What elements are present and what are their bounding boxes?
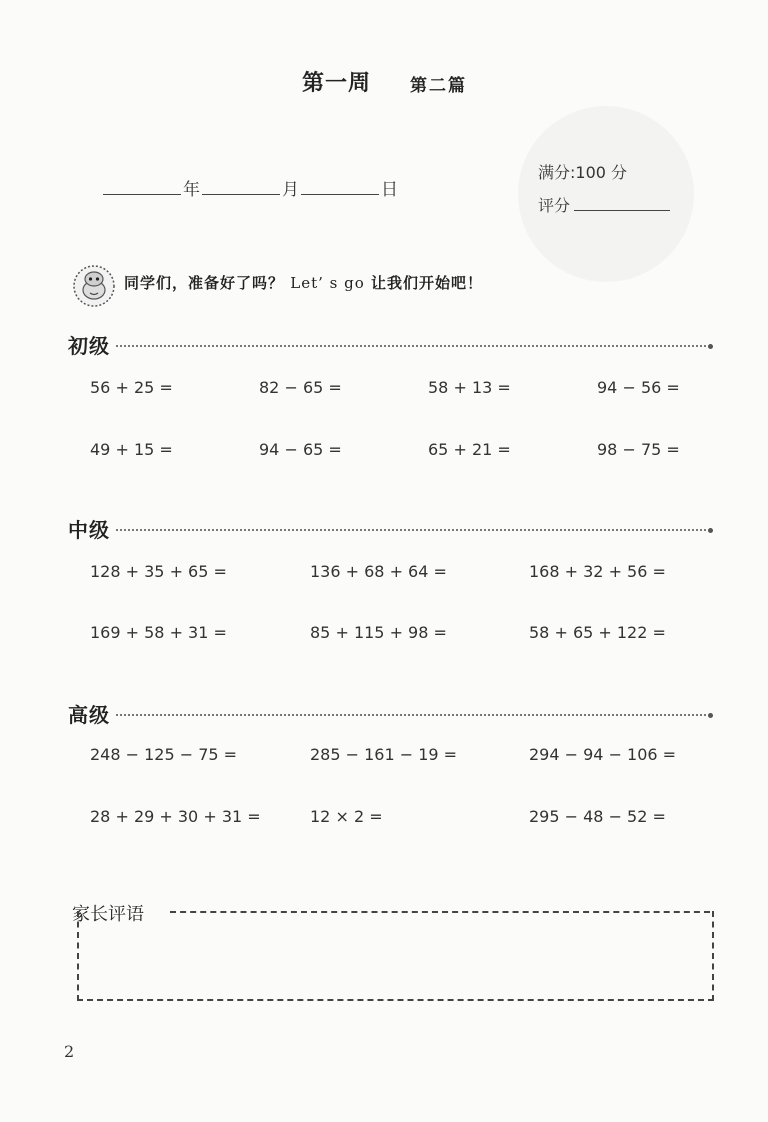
section-intermediate-heading — [68, 514, 713, 542]
problem: 98 − 75 = — [597, 440, 680, 459]
dotted-leader — [116, 345, 706, 347]
parent-comment-box[interactable] — [77, 911, 714, 1001]
leader-end-dot — [708, 713, 713, 718]
section-beginner-heading — [68, 330, 713, 358]
problem: 94 − 65 = — [259, 440, 342, 459]
problem: 28 + 29 + 30 + 31 = — [90, 807, 261, 826]
parent-comment-label: 家长评语 — [72, 904, 144, 925]
problem: 294 − 94 − 106 = — [529, 745, 677, 764]
problem: 168 + 32 + 56 = — [529, 562, 666, 581]
score-label: 评分 — [538, 196, 571, 215]
section-advanced-title: 高级 — [68, 702, 110, 727]
problem: 248 − 125 − 75 = — [90, 745, 238, 764]
score-row — [538, 193, 670, 216]
problem: 82 − 65 = — [259, 378, 342, 397]
problem: 58 + 13 = — [428, 378, 511, 397]
greeting-latin: Let’ s go — [290, 274, 365, 292]
problem: 285 − 161 − 19 = — [310, 745, 458, 764]
page-title: 第一周 — [302, 71, 372, 96]
mascot-icon — [72, 264, 116, 308]
full-score-separator: : — [570, 163, 576, 182]
section-beginner-title: 初级 — [68, 333, 110, 358]
problem: 49 + 15 = — [90, 440, 173, 459]
problem: 65 + 21 = — [428, 440, 511, 459]
full-score — [538, 160, 627, 183]
full-score-value: 100 分 — [575, 163, 628, 182]
problem: 169 + 58 + 31 = — [90, 623, 227, 642]
problem: 58 + 65 + 122 = — [529, 623, 666, 642]
date-row — [103, 175, 400, 200]
dotted-leader — [116, 529, 706, 531]
problem: 94 − 56 = — [597, 378, 680, 397]
greeting-prefix: 同学们，准备好了吗？ — [124, 274, 285, 292]
leader-end-dot — [708, 528, 713, 533]
day-blank[interactable] — [301, 178, 379, 195]
year-blank[interactable] — [103, 178, 181, 195]
day-label: 日 — [381, 180, 398, 200]
full-score-label: 满分 — [538, 163, 571, 182]
page-subtitle: 第二篇 — [410, 76, 467, 96]
problem: 128 + 35 + 65 = — [90, 562, 227, 581]
year-label: 年 — [183, 180, 200, 200]
page-number: 2 — [64, 1042, 75, 1061]
greeting — [124, 272, 483, 293]
problem: 12 × 2 = — [310, 807, 383, 826]
problem: 136 + 68 + 64 = — [310, 562, 447, 581]
dotted-leader — [116, 714, 706, 716]
greeting-suffix: 让我们开始吧！ — [371, 274, 484, 292]
section-intermediate-title: 中级 — [68, 517, 110, 542]
section-advanced-heading — [68, 699, 713, 727]
problem: 56 + 25 = — [90, 378, 173, 397]
score-blank[interactable] — [574, 194, 670, 211]
problem: 85 + 115 + 98 = — [310, 623, 447, 642]
problem: 295 − 48 − 52 = — [529, 807, 666, 826]
month-blank[interactable] — [202, 178, 280, 195]
month-label: 月 — [282, 180, 299, 200]
leader-end-dot — [708, 344, 713, 349]
